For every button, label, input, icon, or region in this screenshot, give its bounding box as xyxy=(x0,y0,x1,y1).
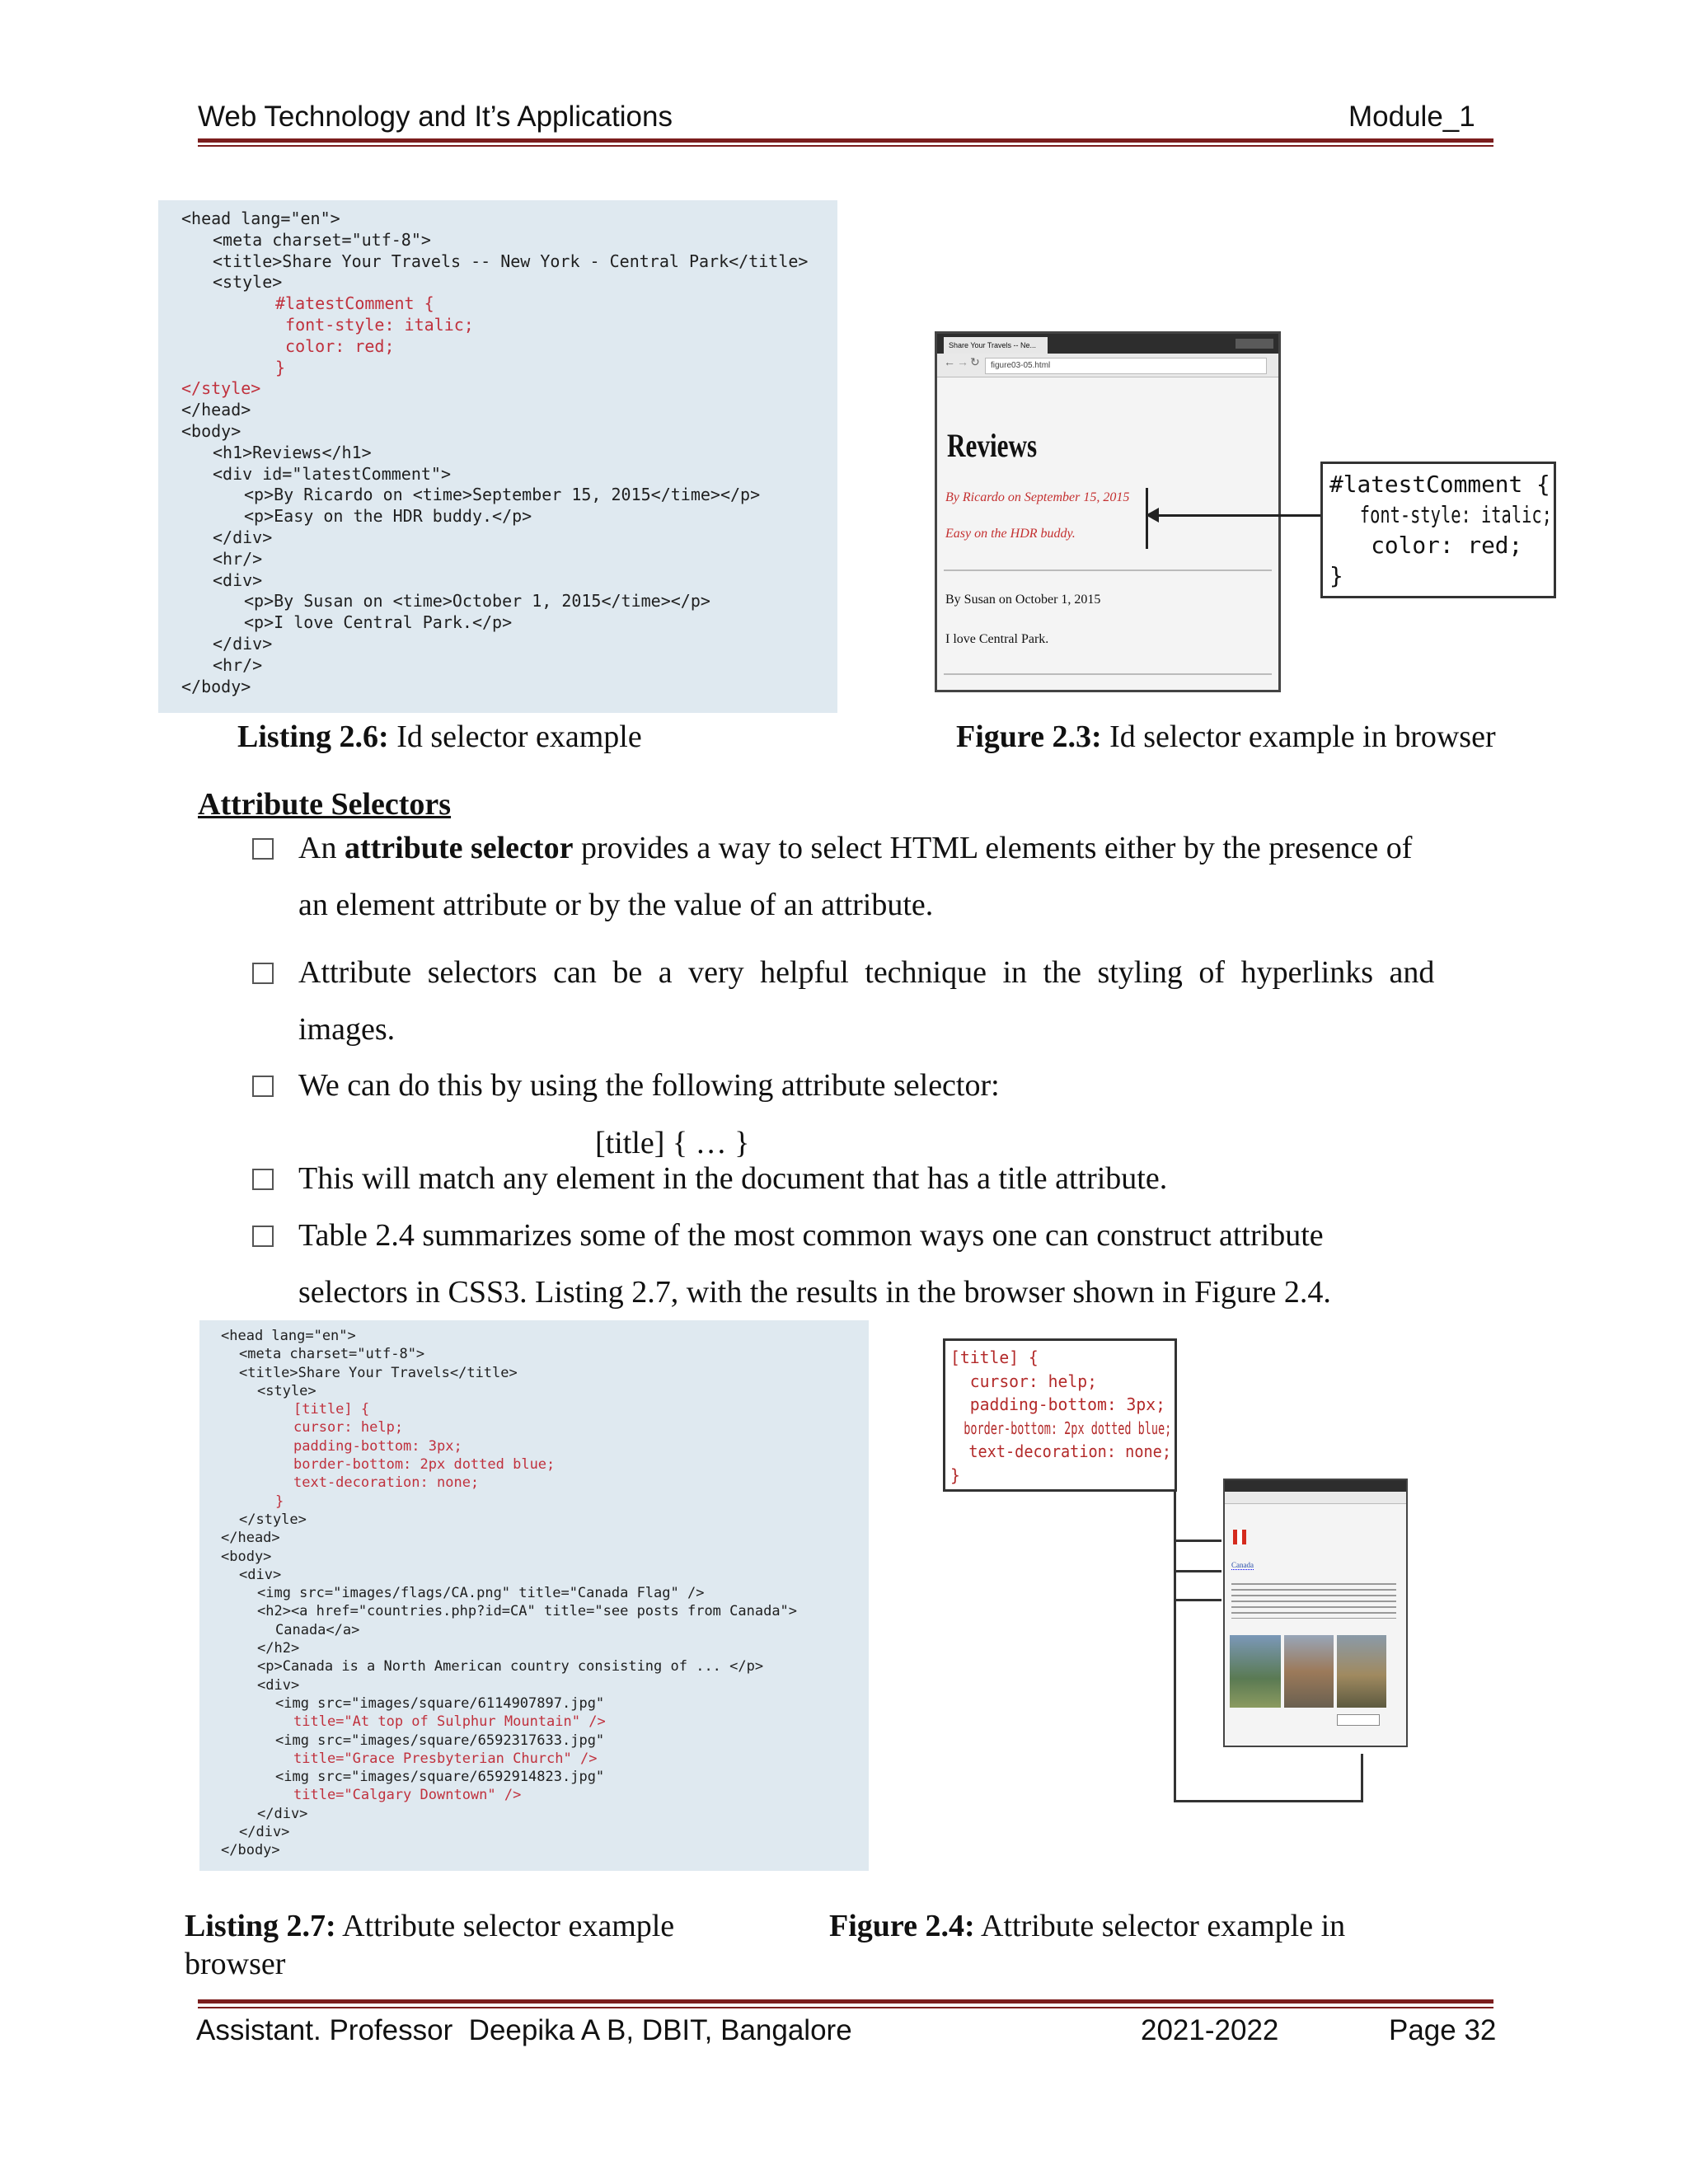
browser-tabbar xyxy=(937,334,1278,354)
callout-line: border-bottom: 2px dotted blue; xyxy=(950,1418,1172,1438)
code-line: cursor: help; xyxy=(293,1419,404,1436)
arrow-line xyxy=(1156,514,1320,517)
callout-line: #latestComment { xyxy=(1329,471,1550,498)
selector-example: [title] { … } xyxy=(595,1126,750,1160)
connector-line-3 xyxy=(1174,1599,1221,1601)
header-rule xyxy=(198,138,1493,143)
header-title: Web Technology and It’s Applications xyxy=(198,101,673,133)
window-controls[interactable] xyxy=(1236,339,1273,349)
code-line: <p>Easy on the HDR buddy.</p> xyxy=(244,506,532,527)
bullet-4: This will match any element in the document that has a title attribute. xyxy=(298,1161,1168,1196)
comment-divider xyxy=(944,569,1272,571)
code-line: </div> xyxy=(213,633,273,654)
bullet-box xyxy=(252,1076,274,1097)
code-line: #latestComment { xyxy=(275,293,434,314)
figure-2-4-css-callout xyxy=(943,1338,1177,1492)
code-line: </div> xyxy=(239,1824,290,1841)
bullet-box xyxy=(252,838,274,860)
latest-comment-line1: By Ricardo on September 15, 2015 xyxy=(945,490,1130,504)
comment-divider-2 xyxy=(944,673,1272,675)
latest-comment-line2: Easy on the HDR buddy. xyxy=(945,527,1076,541)
code-line: </head> xyxy=(221,1530,280,1547)
code-line: </body> xyxy=(181,676,251,696)
page-heading: Reviews xyxy=(947,427,1038,464)
callout-line: padding-bottom: 3px; xyxy=(950,1394,1166,1414)
bullet-box xyxy=(252,1169,274,1190)
connector-up xyxy=(1361,1754,1363,1802)
code-line: Canada</a> xyxy=(275,1621,360,1638)
comment-line3: By Susan on October 1, 2015 xyxy=(945,593,1101,607)
figure-2-4-browser xyxy=(1223,1479,1408,1747)
code-line: </h2> xyxy=(257,1640,300,1657)
canada-link[interactable]: Canada xyxy=(1231,1561,1254,1569)
bullet-2: Attribute selectors can be a very helpful technique in the styling of hyperlinks and images. xyxy=(298,955,1435,1047)
code-line: <img src="images/square/6592317633.jpg" xyxy=(275,1732,605,1749)
section-heading: Attribute Selectors xyxy=(198,787,452,822)
code-line: <hr/> xyxy=(213,654,263,675)
code-line: <meta charset="utf-8"> xyxy=(239,1346,425,1363)
code-line: <title>Share Your Travels -- New York - Central Park</title> xyxy=(213,251,809,271)
code-line: <div> xyxy=(257,1676,300,1694)
callout-line: cursor: help; xyxy=(950,1371,1097,1391)
callout-line: font-style: italic; xyxy=(1329,501,1552,528)
listing-2-6-caption: Listing 2.6: Id selector example xyxy=(237,719,642,754)
code-line: <head lang="en"> xyxy=(221,1328,356,1344)
footer-year: 2021-2022 xyxy=(1141,2014,1279,2046)
code-line: title="At top of Sulphur Mountain" /> xyxy=(293,1713,606,1731)
canada-paragraph xyxy=(1231,1579,1396,1619)
footer-rule xyxy=(198,1999,1493,2004)
forward-icon[interactable]: → xyxy=(957,357,968,369)
code-line: [title] { xyxy=(293,1401,370,1418)
code-line: <style> xyxy=(213,272,283,293)
code-line: <img src="images/flags/CA.png" title="Canada Flag" /> xyxy=(257,1585,705,1602)
address-bar[interactable]: figure03-05.html xyxy=(985,358,1267,374)
bullet-3: We can do this by using the following attribute selector: xyxy=(298,1068,1000,1103)
code-line: <p>I love Central Park.</p> xyxy=(244,612,513,633)
code-line: border-bottom: 2px dotted blue; xyxy=(293,1456,556,1474)
code-line: </style> xyxy=(181,378,261,399)
tooltip-box xyxy=(1337,1714,1380,1726)
code-line: <hr/> xyxy=(213,548,263,569)
canada-flag-icon xyxy=(1233,1530,1246,1544)
code-line: <meta charset="utf-8"> xyxy=(213,229,431,250)
code-line: font-style: italic; xyxy=(275,314,474,335)
callout-line: text-decoration: none; xyxy=(950,1441,1171,1461)
callout-line: } xyxy=(950,1465,960,1485)
code-line: <p>Canada is a North American country consisting of ... </p> xyxy=(257,1658,764,1675)
code-line: </div> xyxy=(257,1805,308,1822)
browser-toolbar xyxy=(1225,1492,1406,1504)
figure-2-4-caption: Figure 2.4: Attribute selector example in xyxy=(829,1909,1346,1943)
browser-tab[interactable]: Share Your Travels -- Ne... xyxy=(944,337,1048,354)
back-icon[interactable]: ← xyxy=(944,357,955,369)
arrow-head xyxy=(1146,508,1159,523)
reload-icon[interactable]: ↻ xyxy=(970,357,980,369)
code-line: <body> xyxy=(221,1548,272,1565)
code-line: </style> xyxy=(239,1511,307,1528)
header-module: Module_1 xyxy=(1348,101,1475,133)
browser-tabbar xyxy=(1225,1480,1406,1492)
code-line: </body> xyxy=(221,1842,280,1859)
code-line: <body> xyxy=(181,420,241,441)
browser-toolbar xyxy=(937,354,1278,377)
footer-author: Assistant. Professor Deepika A B, DBIT, Bangalore xyxy=(196,2014,852,2046)
code-line: <title>Share Your Travels</title> xyxy=(239,1364,518,1381)
bullet-1: An attribute selector provides a way to select HTML elements either by the presence of an element attribute or by the value of an attribute. xyxy=(298,831,1413,922)
connector-vertical xyxy=(1174,1492,1176,1802)
connector-line-1 xyxy=(1174,1540,1221,1542)
footer-rule-thin xyxy=(198,2007,1493,2008)
code-line: title="Calgary Downtown" /> xyxy=(293,1787,522,1804)
photo-calgary xyxy=(1337,1635,1386,1708)
code-line: <div> xyxy=(213,569,263,590)
figure-2-3-css-callout xyxy=(1320,462,1556,598)
figure-2-3-caption: Figure 2.3: Id selector example in browser xyxy=(956,719,1496,754)
code-line: </div> xyxy=(213,527,273,547)
code-line: title="Grace Presbyterian Church" /> xyxy=(293,1750,598,1767)
code-line: <head lang="en"> xyxy=(181,209,340,228)
bullet-5: Table 2.4 summarizes some of the most common ways one can construct attribute selectors in CSS3. Listing 2.7, with the results in the browser shown in Figure 2.4. xyxy=(298,1218,1331,1310)
bullet-box xyxy=(252,1226,274,1247)
comment-line4: I love Central Park. xyxy=(945,632,1049,646)
code-line: <img src="images/square/6592914823.jpg" xyxy=(275,1769,605,1786)
bullet-box xyxy=(252,963,274,984)
callout-line: [title] { xyxy=(950,1347,1039,1367)
code-line: <p>By Susan on <time>October 1, 2015</time></p> xyxy=(244,591,710,612)
photo-sulphur-mountain xyxy=(1230,1635,1281,1708)
code-line: </head> xyxy=(181,400,251,420)
code-line: <h2><a href="countries.php?id=CA" title="see posts from Canada"> xyxy=(257,1603,798,1620)
code-line: } xyxy=(275,1493,284,1510)
code-line: <div id="latestComment"> xyxy=(213,463,451,484)
code-line: <h1>Reviews</h1> xyxy=(213,442,372,462)
code-line: <p>By Ricardo on <time>September 15, 2015</time></p> xyxy=(244,485,761,505)
connector-line-2 xyxy=(1174,1570,1221,1572)
listing-2-6-code xyxy=(158,200,837,713)
listing-2-7-code xyxy=(199,1320,869,1871)
header-rule-thin xyxy=(198,145,1493,147)
code-line: padding-bottom: 3px; xyxy=(293,1437,462,1455)
footer-page: Page 32 xyxy=(1389,2014,1497,2046)
photo-church xyxy=(1284,1635,1334,1708)
code-line: color: red; xyxy=(275,335,395,356)
callout-line: } xyxy=(1329,562,1343,589)
code-line: <style> xyxy=(257,1382,316,1399)
code-line: text-decoration: none; xyxy=(293,1474,480,1492)
listing-2-7-caption: Listing 2.7: Attribute selector example browser xyxy=(185,1909,675,1981)
callout-line: color: red; xyxy=(1329,532,1523,559)
code-line: <img src="images/square/6114907897.jpg" xyxy=(275,1694,605,1712)
figure-2-3-browser xyxy=(935,331,1281,692)
code-line: <div> xyxy=(239,1566,282,1583)
connector-bottom xyxy=(1174,1800,1363,1802)
code-line: } xyxy=(275,357,286,377)
